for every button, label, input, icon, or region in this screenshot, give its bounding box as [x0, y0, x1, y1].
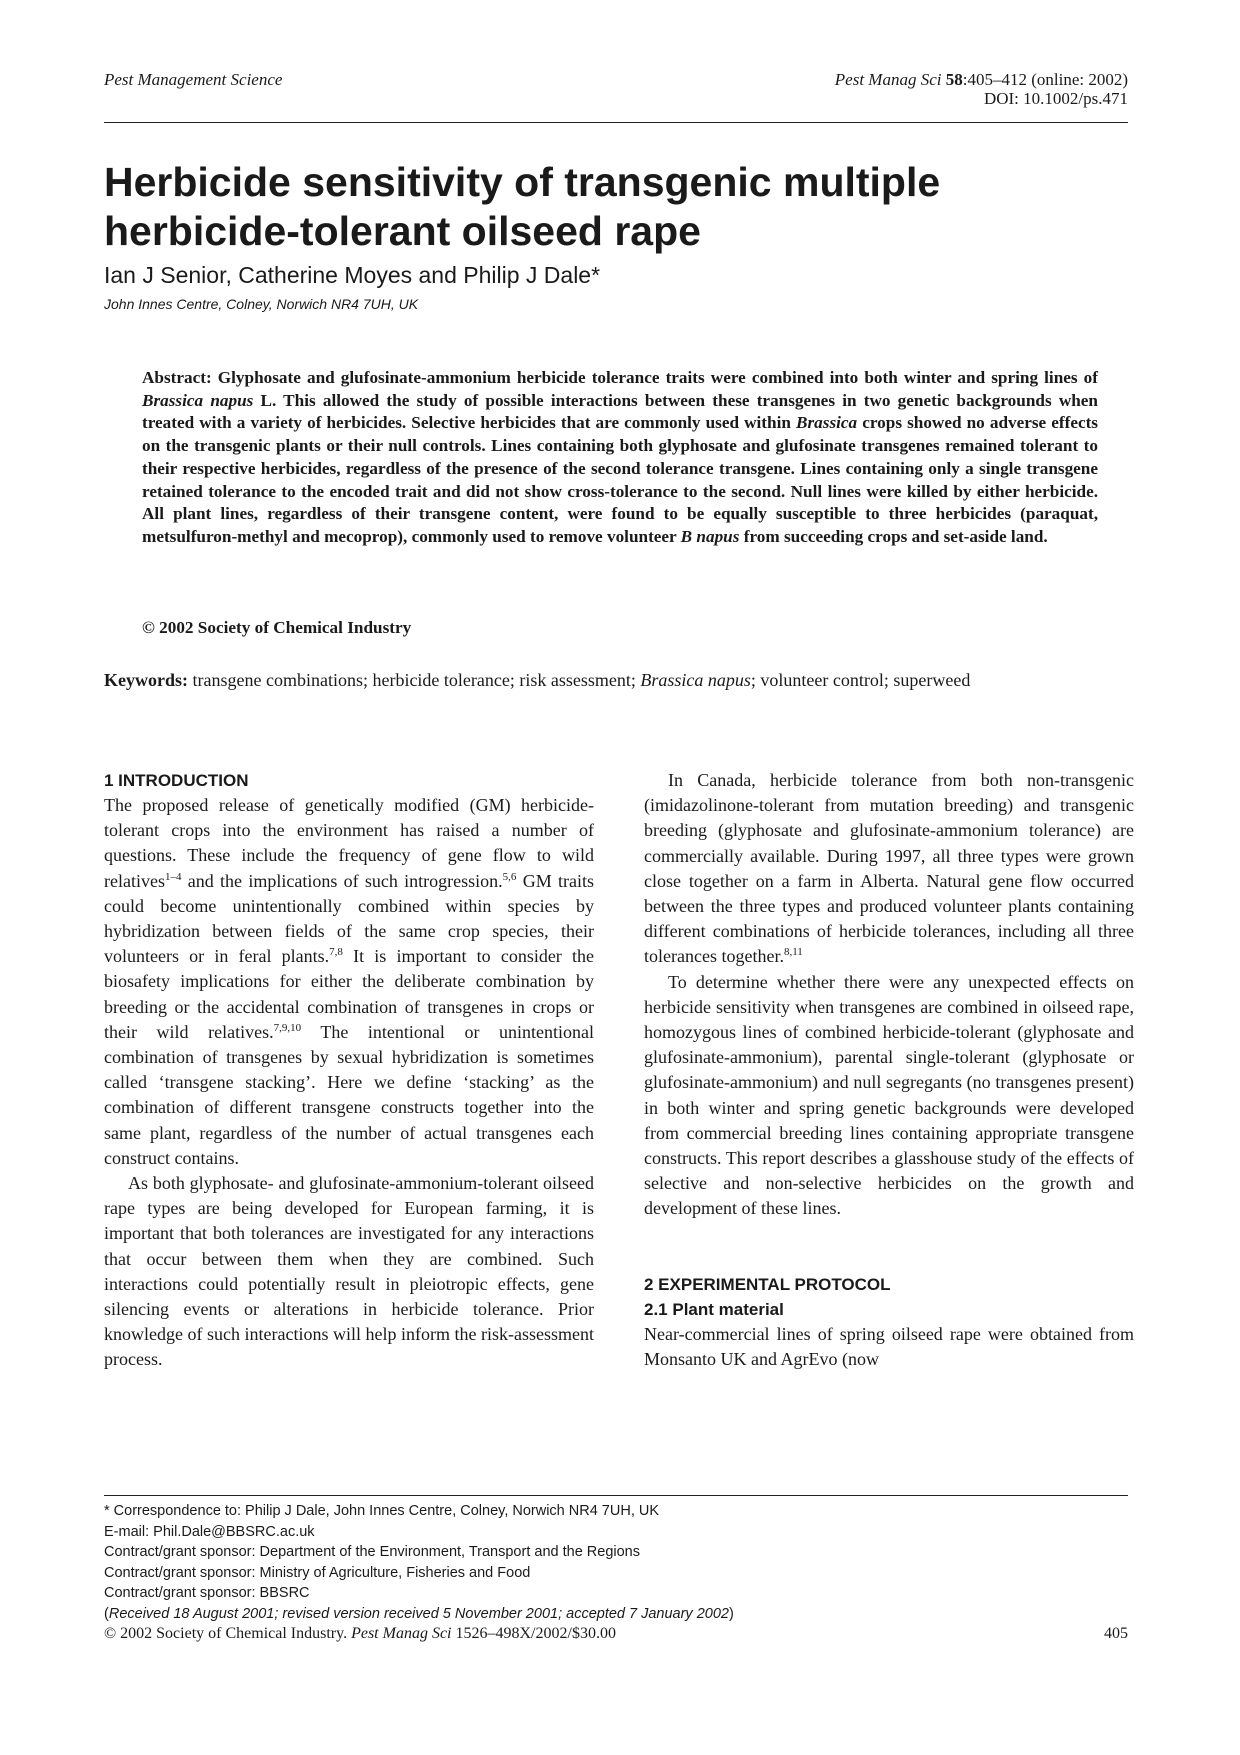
footer-issn: 1526–498X/2002/$30.00: [451, 1625, 616, 1642]
abstract-copyright: © 2002 Society of Chemical Industry: [142, 618, 412, 637]
article-affiliation: John Innes Centre, Colney, Norwich NR4 7UH, UK: [104, 296, 419, 312]
article-authors: Ian J Senior, Catherine Moyes and Philip J Dale*: [104, 262, 601, 288]
footer-copyright: [104, 1625, 616, 1643]
footnote-rule: [104, 1495, 1128, 1496]
section-heading-protocol: 2 EXPERIMENTAL PROTOCOL: [644, 1274, 891, 1294]
footer-journal: Pest Manag Sci: [351, 1625, 452, 1642]
received-dates: Received 18 August 2001; revised version received 5 November 2001; accepted 7 January 2002: [108, 1605, 729, 1622]
abstract-text: from succeeding crops and set-aside land.: [739, 526, 1048, 546]
abstract-text: Glyphosate and glufosinate-ammonium herbicide tolerance traits were combined into both winter and spring lines of: [211, 368, 1098, 387]
protocol-paragraph-1: Near-commercial lines of spring oilseed rape were obtained from Monsanto UK and AgrEvo (now: [644, 1323, 1134, 1369]
intro-text: The proposed release of genetically modified (GM) herbicide-tolerant crops into the environment has raised a number of questions. These include the frequency of gene flow to wild relatives: [104, 795, 594, 891]
abstract-text: L. This allowed the study of possible interactions between these transgenes in two genetic backgrounds when treated with a variety of herbicides. Selective herbicides that are commonly used within: [142, 390, 1098, 433]
citation-ref: 5,6: [502, 870, 517, 883]
page-number: 405: [1104, 1625, 1128, 1642]
keywords-species: Brassica napus: [640, 670, 751, 690]
citation-ref: 7,8: [329, 946, 343, 959]
footnote-received: (Received 18 August 2001; revised version received 5 November 2001; accepted 7 January 2002): [104, 1605, 734, 1622]
intro-text: It is important to consider the biosafety implications for either the deliberate combination by breeding or the accidental combination of transgenes in crops or their wild relatives.: [104, 946, 594, 1042]
intro-text: The intentional or unintentional combination of transgenes by sexual hybridization is sometimes called ‘transgene stacking’. Here we define ‘stacking’ as the combination of different transgene constructs together into the same plant, regardless of the number of actual transgenes each construct contains.: [104, 1021, 594, 1168]
footnote-sponsor: Contract/grant sponsor: Department of the Environment, Transport and the Regions: [104, 1544, 640, 1560]
subsection-heading-plant-material: 2.1 Plant material: [644, 1299, 784, 1319]
abstract: [142, 367, 1098, 549]
footnotes: [104, 1501, 734, 1624]
left-column: [104, 768, 594, 1373]
section-heading-introduction: 1 INTRODUCTION: [104, 771, 249, 790]
intro-paragraph-1: [104, 793, 594, 1171]
abstract-species: Brassica napus: [142, 390, 254, 410]
footnote-correspondence: * Correspondence to: Philip J Dale, John Innes Centre, Colney, Norwich NR4 7UH, UK: [104, 1503, 660, 1519]
intro-text: GM traits could become unintentionally combined within species by hybridization between fields of the same crop species, their volunteers or in feral plants.: [104, 870, 594, 967]
abstract-species-short: B napus: [680, 526, 740, 546]
section-gap: [644, 1222, 1134, 1272]
keywords-text: ; volunteer control; superweed: [750, 670, 971, 690]
abstract-genus: Brassica: [796, 413, 858, 433]
keywords-text: transgene combinations; herbicide tolerance; risk assessment;: [188, 670, 641, 690]
abstract-label: Abstract:: [142, 368, 212, 387]
intro-paragraph-3: [644, 768, 1134, 970]
citation-ref: 8,11: [783, 946, 803, 959]
keywords-label: Keywords:: [104, 670, 188, 690]
running-header-journal: Pest Management Science: [104, 70, 283, 89]
citation-journal: Pest Manag Sci: [834, 70, 942, 89]
footnote-sponsor: Contract/grant sponsor: Ministry of Agriculture, Fisheries and Food: [104, 1564, 531, 1581]
citation-pages: :405–412 (online: 2002): [962, 70, 1128, 89]
running-header-citation: [835, 70, 1128, 108]
footnote-email: E-mail: Phil.Dale@BBSRC.ac.uk: [104, 1523, 315, 1540]
intro-text: In Canada, herbicide tolerance from both non-transgenic (imidazolinone-tolerant from mutation breeding) and transgenic breeding (glyphosate and glufosinate-ammonium tolerance) are commercially available. During 1997, all three types were grown close together on a farm in Alberta. Natural gene flow occurred between the three types and produced volunteer plants containing different combinations of herbicide tolerances, including all three tolerances together.: [644, 770, 1134, 967]
intro-paragraph-2: As both glyphosate- and glufosinate-ammonium-tolerant oilseed rape types are being developed for European farming, it is important that both tolerances are investigated for any interactions that occur between them when they are combined. Such interactions could potentially result in pleiotropic effects, gene silencing events or alterations in herbicide tolerance. Prior knowledge of such interactions will help inform the risk-assessment process.: [104, 1173, 594, 1370]
intro-paragraph-4: To determine whether there were any unexpected effects on herbicide sensitivity when transgenes are combined in oilseed rape, homozygous lines of combined herbicide-tolerant (glyphosate and glufosinate-ammonium), parental single-tolerant (glyphosate or glufosinate-ammonium) and null segregants (no transgenes present) in both winter and spring genetic backgrounds were developed from commercial breeding lines containing appropriate transgene constructs. This report describes a glasshouse study of the effects of selective and non-selective herbicides on the growth and development of these lines.: [644, 971, 1134, 1219]
citation-ref: 1–4: [164, 870, 182, 883]
header-rule: [104, 122, 1128, 123]
keywords: [104, 669, 1128, 692]
citation-line: [835, 70, 1128, 89]
citation-ref: 7,9,10: [273, 1021, 302, 1034]
right-column: [644, 768, 1134, 1372]
intro-text: and the implications of such introgression.: [181, 870, 503, 891]
abstract-text: crops showed no adverse effects on the transgenic plants or their null controls. Lines containing both glyphosate and glufosinate transgenes remained tolerant to their respective herbicides, regardless of the presence of the second tolerance transgene. Lines containing only a single transgene retained tolerance to the encoded trait and did not show cross-tolerance to the second. Null lines were killed by either herbicide. All plant lines, regardless of their transgene content, were found to be equally susceptible to three herbicides (paraquat, metsulfuron-methyl and mecoprop), commonly used to remove volunteer: [142, 413, 1098, 546]
footnote-sponsor: Contract/grant sponsor: BBSRC: [104, 1585, 310, 1601]
footer-copyright-text: © 2002 Society of Chemical Industry.: [104, 1625, 352, 1642]
citation-volume: 58: [945, 70, 963, 89]
article-title: Herbicide sensitivity of transgenic multiple herbicide-tolerant oilseed rape: [104, 159, 941, 254]
doi: DOI: 10.1002/ps.471: [983, 89, 1128, 108]
